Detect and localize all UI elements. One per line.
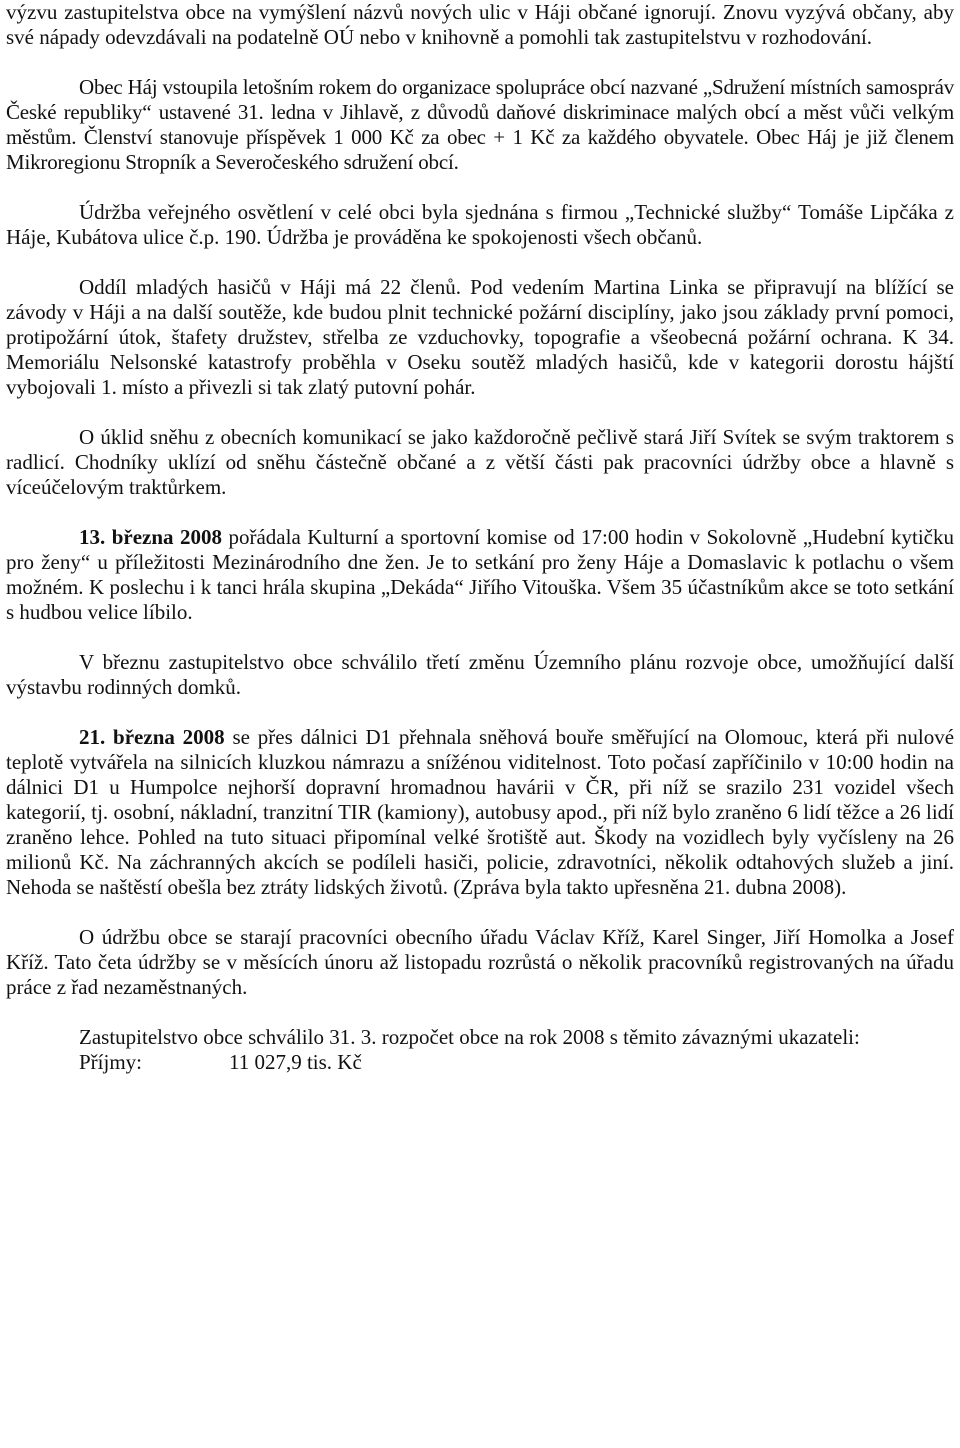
paragraph-highway-accident [6, 725, 954, 900]
paragraph-budget: Zastupitelstvo obce schválilo 31. 3. rozpočet obce na rok 2008 s těmito závaznými ukazateli: [79, 1025, 860, 1049]
accident-text: se přes dálnici D1 přehnala sněhová bouře směřující na Olomouc, která při nulové teplotě vytvářela na silnicích kluzkou námrazu a snížénou viditelnost. Toto počasí zapříčinilo v 10:00 hodin na dálnici D1 u Humpolce nejhorší dopravní hromadnou havárii v ČR, při níž se srazilo 231 vozidel všech kategorií, tj. osobní, nákladní, tranzitní TIR (kamiony), autobusy apod., při níž bylo zraněno 6 lidí těžce a 26 lidí zraněno lehce. Pohled na tuto situaci připomínal velké šrotiště aut. Škody na vozidlech byly vyčísleny na 26 milionů Kč. Na záchranných akcích se podíleli hasiči, policie, zdravotníci, několik odtahových služeb a jiní. Nehoda se naštěstí obešla bez ztráty lidských životů. (Zpráva byla takto upřesněna 21. dubna 2008). [6, 725, 955, 899]
paragraph-maintenance-crew: O údržbu obce se starají pracovníci obecního úřadu Václav Kříž, Karel Singer, Jiří Homolka a Josef Kříž. Tato četa údržby se v měsících únoru až listopadu rozrůstá o několik pracovníků registrovaných na úřadu práce z řad nezaměstnaných. [6, 925, 954, 999]
paragraph-zoning-plan: V březnu zastupitelstvo obce schválilo třetí změnu Územního plánu rozvoje obce, umožňující další výstavbu rodinných domků. [6, 650, 954, 699]
paragraph-snow-removal: O úklid sněhu z obecních komunikací se jako každoročně pečlivě stará Jiří Svítek se svým traktorem s radlicí. Chodníky uklízí od sněhu částečně občané a z větší části pak pracovníci údržby obce a hlavně s víceúčelovým traktůrkem. [6, 425, 954, 499]
budget-value: 11 027,9 tis. Kč [229, 1050, 362, 1074]
date-month-year: března 2008 [111, 525, 223, 549]
paragraph-association [6, 75, 954, 175]
date-day: 13. [79, 525, 106, 549]
paragraph-womens-day [6, 525, 954, 625]
paragraph-street-lighting: Údržba veřejného osvětlení v celé obci byla sjednána s firmou „Technické služby“ Tomáše Lipčáka z Háje, Kubátova ulice č.p. 190. Údržba je prováděna ke spokojenosti všech občanů. [6, 200, 954, 249]
paragraph-street-names: výzvu zastupitelstva obce na vymýšlení názvů nových ulic v Háji občané ignorují. Znovu vyzývá občany, aby své nápady odevzdávali na podatelně OÚ nebo v knihovně a pomohli tak zastupitelstvu v rozhodování. [6, 0, 954, 49]
association-text: Obec Háj vstoupila letošním rokem do organizace spolupráce obcí nazvané „Sdružení místních samospráv České republiky“ ustavené 31. ledna v Jihlavě, z důvodů daňové diskriminace malých obcí a měst vůči velkým městům. [6, 75, 954, 149]
membership-text: Členství stanovuje příspěvek 1 000 Kč za obec + 1 Kč za každého obyvatele. Obec Háj je již členem Mikroregionu Stropník a Severočeského sdružení obcí. [6, 125, 954, 174]
budget-label: Příjmy: [79, 1050, 143, 1074]
womens-day-text: pořádala Kulturní a sportovní komise od 17:00 hodin v Sokolovně „Hudební kytičku pro ženy“ u příležitosti Mezinárodního dne žen. Je to setkání pro ženy Háje a Domaslavic k potlachu o všem možném. K poslechu i k tanci hrála skupina „Dekáda“ Jiřího Vitouška. Všem 35 účastníkům akce se toto setkání s hudbou velice líbilo. [6, 525, 955, 624]
budget-row-income [6, 1050, 954, 1075]
date-month-year: března 2008 [113, 725, 225, 749]
paragraph-young-firefighters: Oddíl mladých hasičů v Háji má 22 členů. Pod vedením Martina Linka se připravují na blížící se závody v Háji a na další soutěže, kde budou plnit technické požární disciplíny, jako jsou základy první pomoci, protipožární útok, štafety družstev, střelba ze vzduchovky, topografie a všeobecná požární ochrana. K 34. Memoriálu Nelsonské katastrofy proběhla v Oseku soutěž mladých hasičů, kde v kategorii dorostu hájští vybojovali 1. místo a přivezli si tak zlatý putovní pohár. [6, 275, 954, 399]
document-page [6, 0, 954, 1075]
date-day: 21. [79, 725, 106, 749]
date-space [105, 725, 113, 749]
